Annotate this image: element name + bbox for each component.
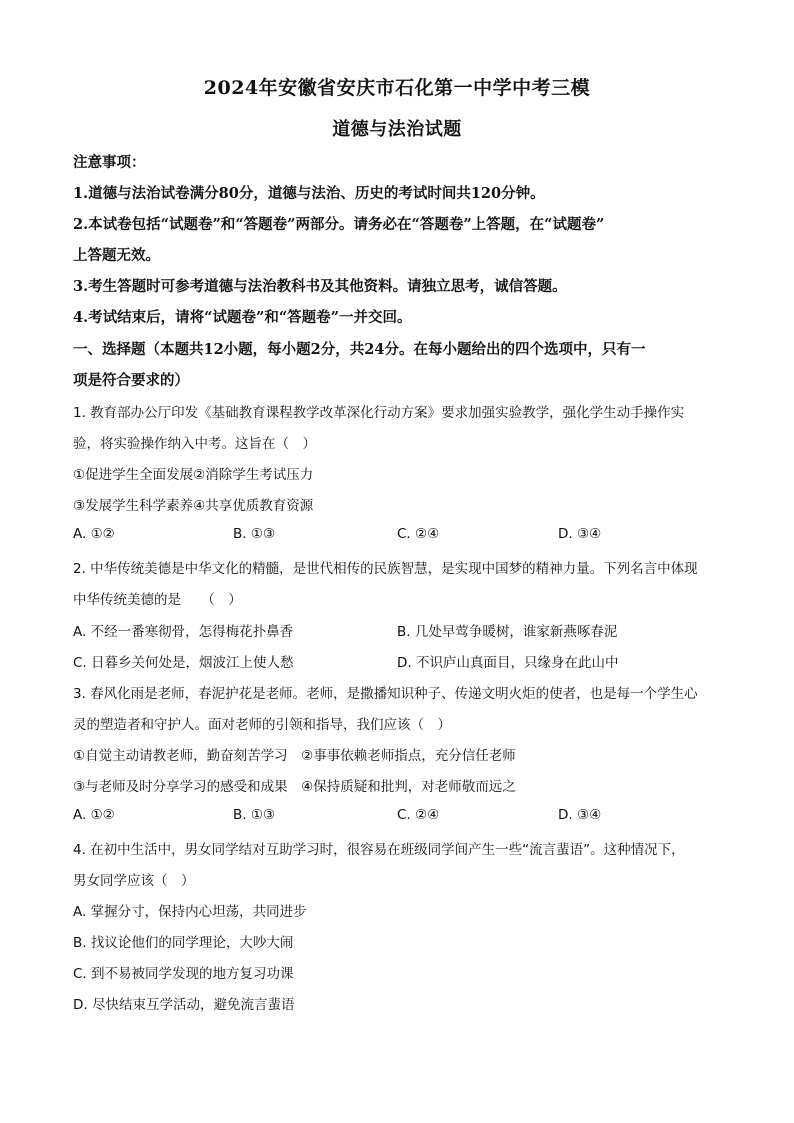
q1-statements-2: ③发展学生科学素养④共享优质教育资源 [73,498,314,514]
notice-item-4: 4.考试结束后，请将“试题卷”和“答题卷”一并交回。 [73,309,412,326]
notice-item-3: 3.考生答题时可参考道德与法治教科书及其他资料。请独立思考，诚信答题。 [73,278,567,295]
q4-option-c: C. 到不易被同学发现的地方复习功课 [73,966,294,982]
q1-stem-cont: 验，将实验操作纳入中考。这旨在（ ） [73,436,316,452]
section-heading: 一、选择题（本题共12小题，每小题2分，共24分。在每小题给出的四个选项中，只有一 [73,341,646,358]
exam-subtitle: 道德与法治试题 [332,119,462,140]
q3-option-d: D. ③④ [558,807,602,823]
section-heading-cont: 项是符合要求的） [73,372,189,389]
notice-item-1: 1.道德与法治试卷满分80分，道德与法治、历史的考试时间共120分钟。 [73,185,545,202]
q3-stem-cont: 灵的塑造者和守护人。面对老师的引领和指导，我们应该（ ） [73,717,451,733]
q3-stem: 3. 春风化雨是老师，春泥护花是老师。老师，是撒播知识种子、传递文明火炬的使者，也是每一个学生心 [73,686,698,702]
q3-statements-2: ③与老师及时分享学习的感受和成果 ④保持质疑和批判，对老师敬而远之 [73,779,516,795]
q4-stem-cont: 男女同学应该（ ） [73,873,195,889]
q4-stem: 4. 在初中生活中，男女同学结对互助学习时，很容易在班级同学间产生一些“流言蜚语”。这种情况下， [73,842,685,858]
q1-option-d: D. ③④ [558,526,602,542]
q1-statements-1: ①促进学生全面发展②消除学生考试压力 [73,467,314,483]
q2-option-c: C. 日暮乡关何处是，烟波江上使人愁 [73,655,294,671]
q2-stem-cont: 中华传统美德的是 （ ） [73,592,242,608]
q1-option-c: C. ②④ [397,526,440,542]
q1-option-b: B. ①③ [233,526,276,542]
q1-stem: 1. 教育部办公厅印发《基础教育课程教学改革深化行动方案》要求加强实验教学，强化学生动手操作实 [73,405,685,421]
exam-title: 2024年安徽省安庆市石化第一中学中考三模 [203,77,591,99]
q2-option-b: B. 几处早莺争暖树，谁家新燕啄春泥 [397,624,618,640]
q4-option-a: A. 掌握分寸，保持内心坦荡，共同进步 [73,904,307,920]
q2-option-a: A. 不经一番寒彻骨，怎得梅花扑鼻香 [73,624,294,640]
q3-option-c: C. ②④ [397,807,440,823]
q2-stem: 2. 中华传统美德是中华文化的精髓，是世代相传的民族智慧，是实现中国梦的精神力量。下列名言中体现 [73,561,698,577]
q3-statements-1: ①自觉主动请教老师，勤奋刻苦学习 ②事事依赖老师指点，充分信任老师 [73,748,516,764]
q3-option-b: B. ①③ [233,807,276,823]
q2-option-d: D. 不识庐山真面目，只缘身在此山中 [397,655,619,671]
q4-option-b: B. 找议论他们的同学理论，大吵大闹 [73,935,294,951]
q4-option-d: D. 尽快结束互学活动，避免流言蜚语 [73,997,295,1013]
q1-option-a: A. ①② [73,526,115,542]
q3-option-a: A. ①② [73,807,115,823]
notice-heading: 注意事项： [73,154,146,171]
notice-item-2-cont: 上答题无效。 [73,247,160,264]
notice-item-2: 2.本试卷包括“试题卷”和“答题卷”两部分。请务必在“答题卷”上答题，在“试题卷” [73,216,605,233]
